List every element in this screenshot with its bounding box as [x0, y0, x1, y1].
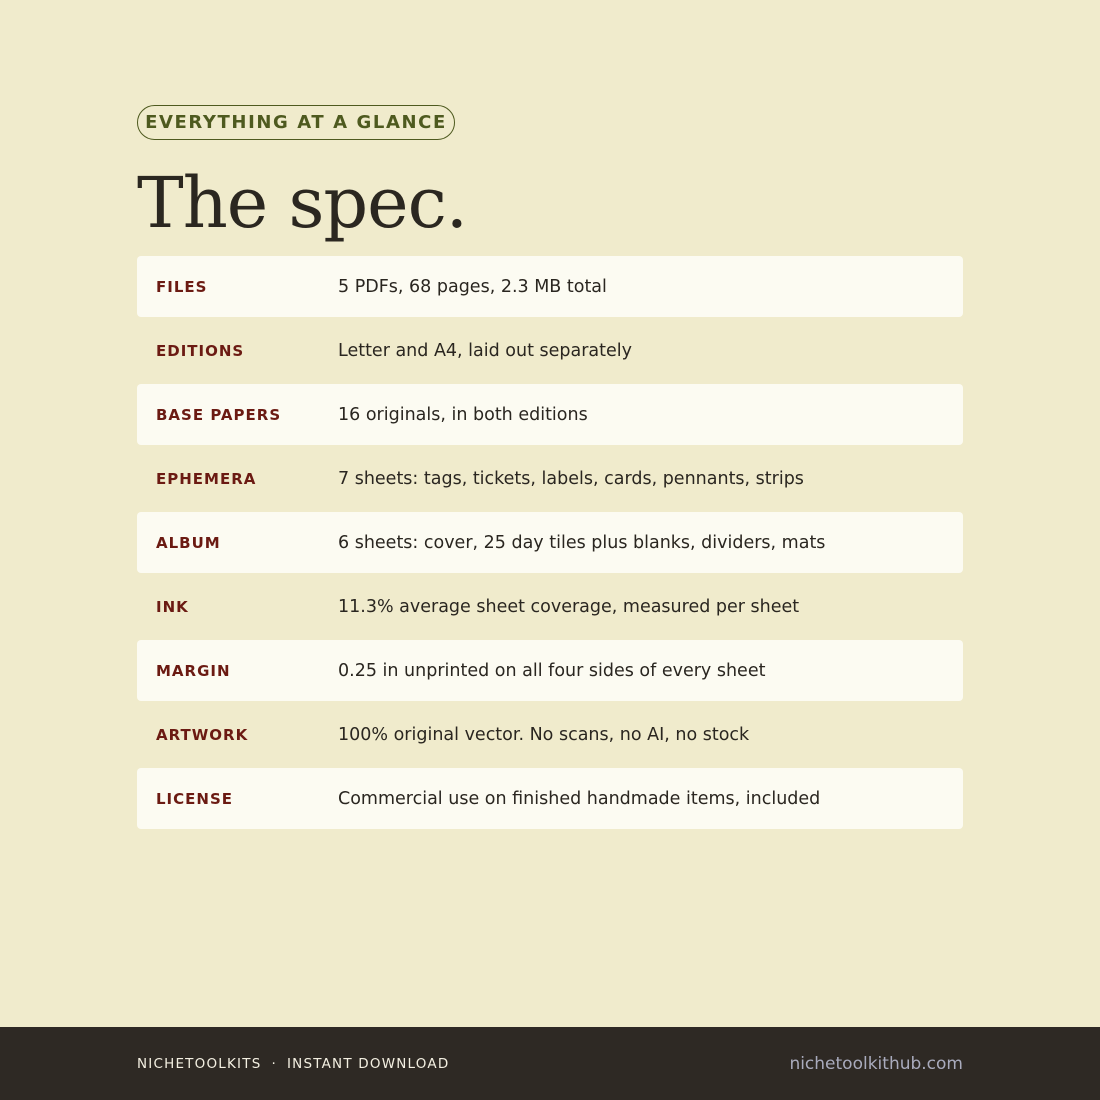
spec-row-ink: [137, 576, 963, 637]
spec-value: 5 PDFs, 68 pages, 2.3 MB total: [338, 276, 607, 297]
spec-row-album: [137, 512, 963, 573]
spec-value: 0.25 in unprinted on all four sides of every sheet: [338, 660, 766, 681]
spec-row-margin: [137, 640, 963, 701]
spec-value: 100% original vector. No scans, no AI, no stock: [338, 724, 750, 745]
spec-label: ARTWORK: [156, 725, 249, 744]
footer-url: nichetoolkithub.com: [789, 1053, 963, 1074]
spec-row-license: [137, 768, 963, 829]
spec-label: ALBUM: [156, 533, 221, 552]
spec-label: BASE PAPERS: [156, 405, 282, 424]
spec-row-ephemera: [137, 448, 963, 509]
spec-value: 11.3% average sheet coverage, measured per sheet: [338, 596, 800, 617]
spec-label: INK: [156, 597, 189, 616]
spec-value: 16 originals, in both editions: [338, 404, 588, 425]
spec-value: Commercial use on finished handmade items, included: [338, 788, 821, 809]
spec-table: [137, 256, 963, 832]
spec-label: EPHEMERA: [156, 469, 257, 488]
spec-row-base-papers: [137, 384, 963, 445]
footer-bar: [0, 1027, 1100, 1100]
spec-row-files: [137, 256, 963, 317]
page-title: The spec.: [137, 162, 468, 244]
spec-value: Letter and A4, laid out separately: [338, 340, 632, 361]
spec-value: 7 sheets: tags, tickets, labels, cards, pennants, strips: [338, 468, 804, 489]
spec-label: FILES: [156, 277, 208, 296]
spec-label: LICENSE: [156, 789, 233, 808]
spec-row-editions: [137, 320, 963, 381]
footer-tagline: INSTANT DOWNLOAD: [286, 1055, 450, 1072]
footer-brand-line: [137, 1027, 449, 1100]
spec-label: MARGIN: [156, 661, 231, 680]
spec-value: 6 sheets: cover, 25 day tiles plus blanks, dividers, mats: [338, 532, 826, 553]
section-badge: EVERYTHING AT A GLANCE: [137, 105, 455, 140]
footer-separator: ·: [271, 1055, 277, 1072]
spec-label: EDITIONS: [156, 341, 245, 360]
footer-brand: NICHETOOLKITS: [137, 1055, 262, 1072]
spec-row-artwork: [137, 704, 963, 765]
